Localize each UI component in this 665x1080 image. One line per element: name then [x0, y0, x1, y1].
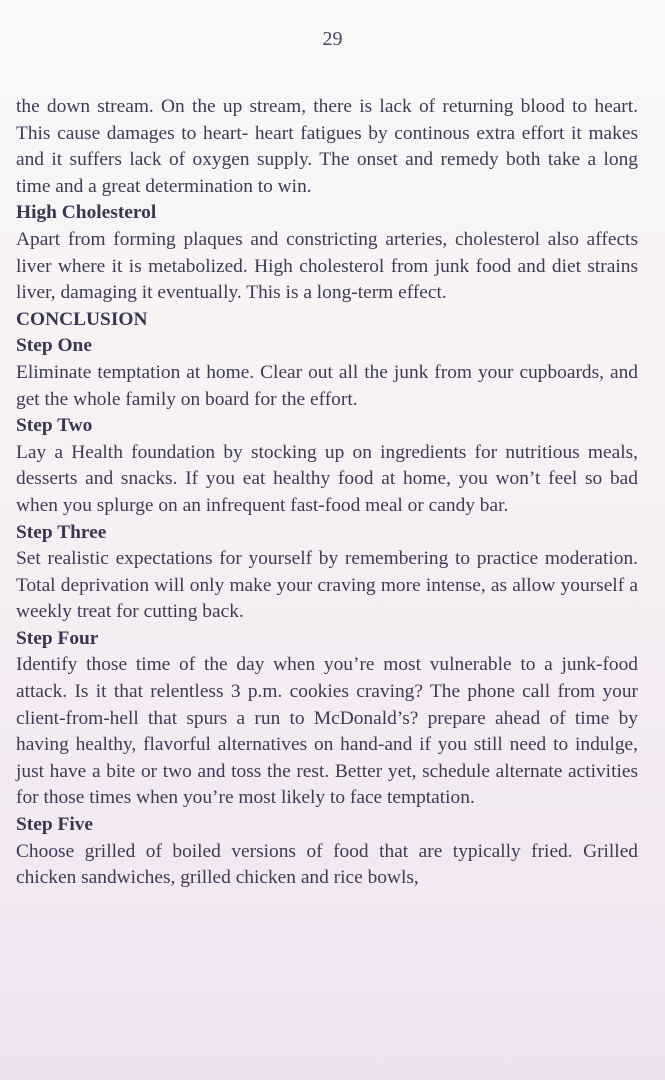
step-two-heading: Step Two — [16, 415, 93, 437]
step-five-paragraph: Choose grilled of boiled versions of food that are typically fried. Grilled chicken sandwiches, grilled chicken and rice bowls, — [16, 840, 638, 889]
step-one-paragraph: Eliminate temptation at home. Clear out all the junk from your cupboards, and get the whole family on board for the effort. — [16, 361, 638, 410]
intro-paragraph: the down stream. On the up stream, there is lack of returning blood to heart. This cause damages to heart- heart fatigues by continous extra effort it makes and it suffers lack of oxygen supply. The onset and remedy both take a long time and a great determination to win. — [16, 96, 638, 197]
step-two-paragraph: Lay a Health foundation by stocking up on ingredients for nutritious meals, desserts and snacks. If you eat healthy food at home, you won’t feel so bad when you splurge on an infrequent fast-food meal or candy bar. — [16, 441, 638, 516]
conclusion-heading: CONCLUSION — [16, 308, 148, 330]
step-one-heading: Step One — [16, 335, 92, 357]
high-cholesterol-paragraph: Apart from forming plaques and constricting arteries, cholesterol also affects liver where it is metabolized. High cholesterol from junk food and diet strains liver, damaging it eventually. This is a long-term effect. — [16, 228, 638, 304]
step-four-paragraph: Identify those time of the day when you’re most vulnerable to a junk-food attack. Is it that relentless 3 p.m. cookies craving? The phone call from your client-from-hell that spurs a run to McDonald’s? prepare ahead of time by having healthy, flavorful alternatives on hand-and if you still need to indulge, just have a bite or two and toss the rest. Better yet, schedule alternate activities for those times when you’re most likely to face temptation. — [16, 654, 638, 809]
page-body — [16, 94, 638, 892]
high-cholesterol-heading: High Cholesterol — [16, 202, 157, 224]
step-three-heading: Step Three — [16, 521, 107, 543]
step-three-paragraph: Set realistic expectations for yourself by remembering to practice moderation. Total deprivation will only make your craving more intense, as allow yourself a weekly treat for cutting back. — [16, 548, 638, 623]
step-five-heading: Step Five — [16, 814, 94, 836]
page-number: 29 — [322, 28, 343, 50]
step-four-heading: Step Four — [16, 627, 99, 649]
